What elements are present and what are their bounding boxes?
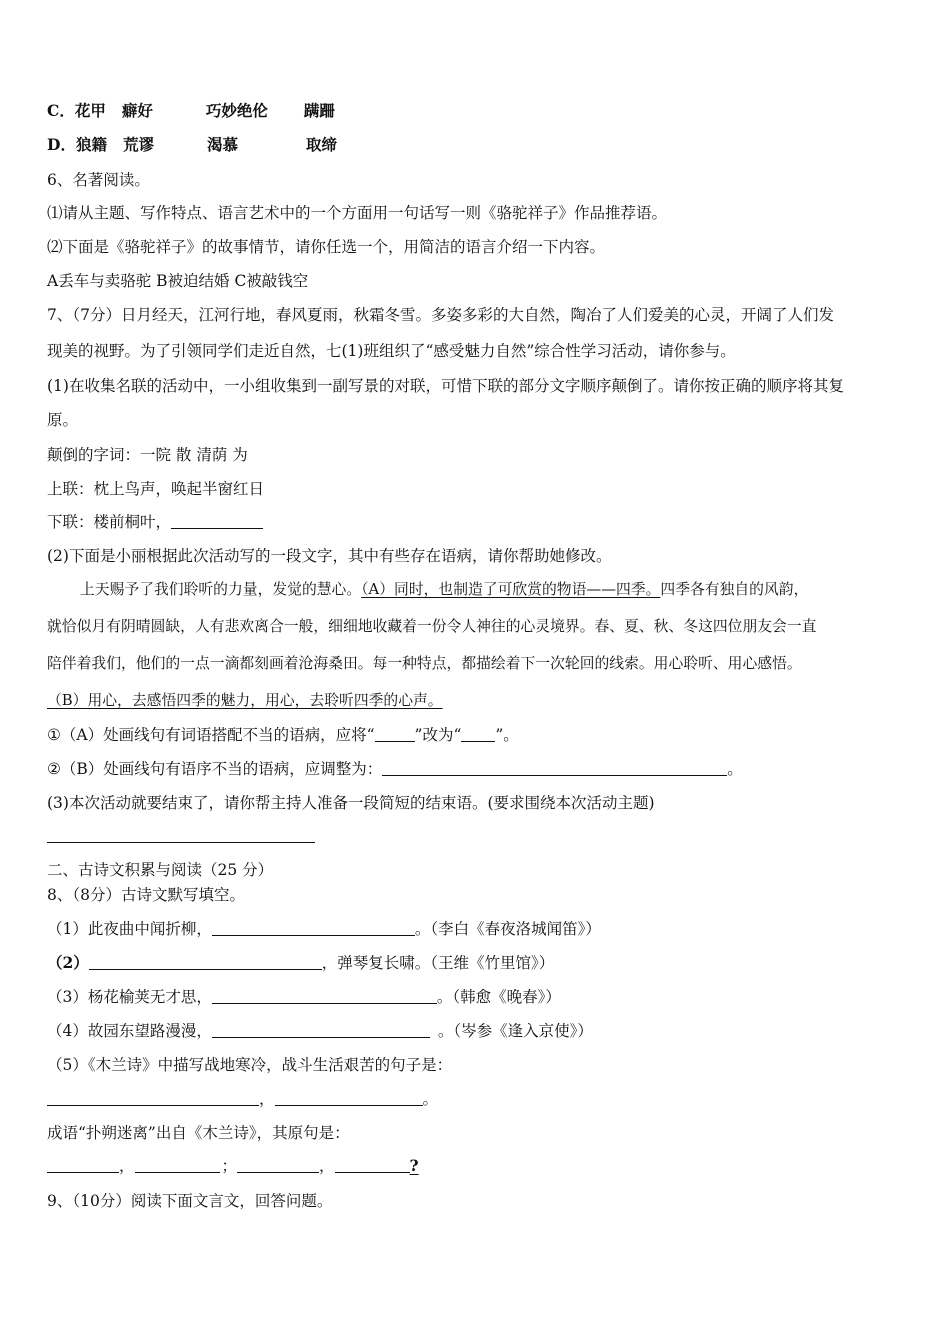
couplet-answer-blank[interactable]	[171, 514, 263, 529]
option-word: 蹒跚	[303, 101, 335, 120]
passage-line3: 陪伴着我们，他们的一点一滴都刻画着沧海桑田。每一种特点，都描绘着下一次轮回的线索。用心聆听、用心感悟。	[47, 655, 802, 672]
passage-line4	[47, 691, 443, 711]
couplet-lower-text: 下联：楼前桐叶，	[47, 513, 172, 531]
q8-item3	[47, 987, 561, 1007]
idiom-answer-line	[47, 1156, 419, 1176]
option-word: 狼籍	[75, 135, 107, 154]
q7-part2: (2)下面是小丽根据此次活动写的一段文字，其中有些存在语病，请你帮助她修改。	[47, 547, 612, 565]
passage-text: 四季各有独自的风韵，	[660, 581, 809, 598]
correct-word-blank[interactable]	[461, 727, 495, 742]
option-c	[47, 101, 335, 121]
question-mark: ?	[409, 1156, 419, 1175]
idiom-blank-2[interactable]	[135, 1158, 220, 1173]
section-2-title: 二、古诗文积累与阅读（25 分）	[47, 861, 274, 879]
q7-intro-line1: 7、（7分）日月经天，江河行地，春风夏雨，秋霜冬雪。多姿多彩的大自然，陶冶了人们爱美的心灵，开阔了人们发	[47, 306, 834, 324]
q7-sub-a-text: ”。	[495, 726, 519, 744]
q7-intro-line2: 现美的视野。为了引领同学们走近自然，七(1)班组织了“感受魅力自然”综合性学习活动，请你参与。	[47, 342, 736, 360]
q8-item-text: 。（岑参《逢入京使》）	[437, 1022, 593, 1040]
idiom-blank-4[interactable]	[335, 1158, 410, 1173]
option-letter: C．	[47, 101, 75, 120]
option-letter: D．	[47, 135, 76, 154]
q7-sub-a	[47, 725, 519, 745]
punctuation: ，	[319, 1157, 335, 1175]
q8-item-text: （1）此夜曲中闻折柳，	[47, 920, 212, 938]
q6-part2: ⑵下面是《骆驼祥子》的故事情节，请你任选一个，用简洁的语言介绍一下内容。	[47, 238, 606, 256]
reorder-answer-blank[interactable]	[382, 761, 727, 776]
poem-blank-3[interactable]	[212, 989, 437, 1004]
passage-line2: 就恰似月有阴晴圆缺，人有悲欢离合一般，细细地收藏着一份令人神往的心灵境界。春、夏、秋、冬这四位朋友会一直	[47, 618, 817, 635]
q9-title: 9、（10分）阅读下面文言文，回答问题。	[47, 1192, 333, 1210]
poem-blank-5b[interactable]	[275, 1091, 423, 1106]
option-word: 荒谬	[122, 135, 154, 154]
q7-sub-b-text: ②（B）处画线句有语序不当的语病，应调整为：	[47, 760, 383, 778]
option-word: 癖好	[121, 101, 153, 120]
q8-title: 8、（8分）古诗文默写填空。	[47, 886, 245, 904]
q8-item-text: 。（韩愈《晚春》）	[436, 988, 561, 1006]
q7-sub-a-text: ①（A）处画线句有词语搭配不当的语病，应将“	[47, 726, 375, 744]
couplet-lower	[47, 512, 263, 532]
punctuation: ，	[119, 1157, 135, 1175]
q8-item1	[47, 919, 601, 939]
passage-line1	[80, 580, 808, 600]
q8-item5-answer	[47, 1089, 438, 1109]
q8-item-text: （3）杨花榆荚无才思，	[47, 988, 212, 1006]
q6-part1: ⑴请从主题、写作特点、语言艺术中的一个方面用一句话写一则《骆驼祥子》作品推荐语。	[47, 204, 668, 222]
q7-sub-b-text: 。	[727, 760, 743, 778]
option-word: 取缔	[306, 135, 338, 154]
q8-item4	[47, 1021, 593, 1041]
closing-remarks-line	[47, 826, 315, 846]
idiom-blank-1[interactable]	[47, 1158, 119, 1173]
underlined-sentence-a: （A）同时，也制造了可欣赏的物语——四季。	[361, 581, 661, 598]
q6-title: 6、名著阅读。	[47, 171, 150, 189]
option-word: 花甲	[74, 101, 106, 120]
q7-part1-line1: (1)在收集名联的活动中，一小组收集到一副写景的对联，可惜下联的部分文字顺序颠倒了。请你按正确的顺序将其复	[47, 377, 844, 395]
q8-item-number: （2）	[47, 953, 89, 972]
inverted-words: 颠倒的字词：一院 散 清荫 为	[47, 446, 248, 464]
poem-blank-4[interactable]	[212, 1023, 430, 1038]
q8-item5: （5）《木兰诗》中描写战地寒冷，战斗生活艰苦的句子是：	[47, 1056, 453, 1074]
q8-item-text: （4）故园东望路漫漫，	[47, 1022, 212, 1040]
q8-item-text: ，弹琴复长啸。（王维《竹里馆》）	[321, 954, 555, 972]
punctuation: 。	[422, 1090, 439, 1108]
poem-blank-1[interactable]	[212, 921, 415, 936]
punctuation: ，	[259, 1090, 275, 1108]
idiom-question: 成语“扑朔迷离”出自《木兰诗》，其原句是：	[47, 1124, 350, 1142]
q7-sub-a-text: ”改为“	[414, 726, 462, 744]
punctuation: ；	[221, 1157, 238, 1175]
poem-blank-5a[interactable]	[47, 1091, 259, 1106]
idiom-blank-3[interactable]	[237, 1158, 319, 1173]
poem-blank-2[interactable]	[89, 955, 322, 970]
q8-item2	[47, 953, 554, 973]
wrong-word-blank[interactable]	[375, 727, 415, 742]
couplet-upper: 上联：枕上鸟声，唤起半窗红日	[47, 480, 265, 498]
option-word: 巧妙绝伦	[205, 101, 268, 120]
closing-remarks-blank[interactable]	[47, 828, 315, 843]
option-word: 渴慕	[206, 135, 238, 154]
q6-choices: A丢车与卖骆驼 B被迫结婚 C被敲钱空	[47, 272, 309, 290]
underlined-sentence-b: （B）用心，去感悟四季的魅力，用心，去聆听四季的心声。	[47, 692, 443, 709]
passage-text: 上天赐予了我们聆听的力量，发觉的慧心。	[80, 581, 362, 598]
q7-part1-line2: 原。	[47, 411, 79, 429]
option-d	[47, 135, 337, 155]
q7-sub-b	[47, 759, 743, 779]
q7-part3: (3)本次活动就要结束了，请你帮主持人准备一段简短的结束语。(要求围绕本次活动主题)	[47, 794, 655, 812]
q8-item-text: 。（李白《春夜洛城闻笛》）	[414, 920, 601, 938]
